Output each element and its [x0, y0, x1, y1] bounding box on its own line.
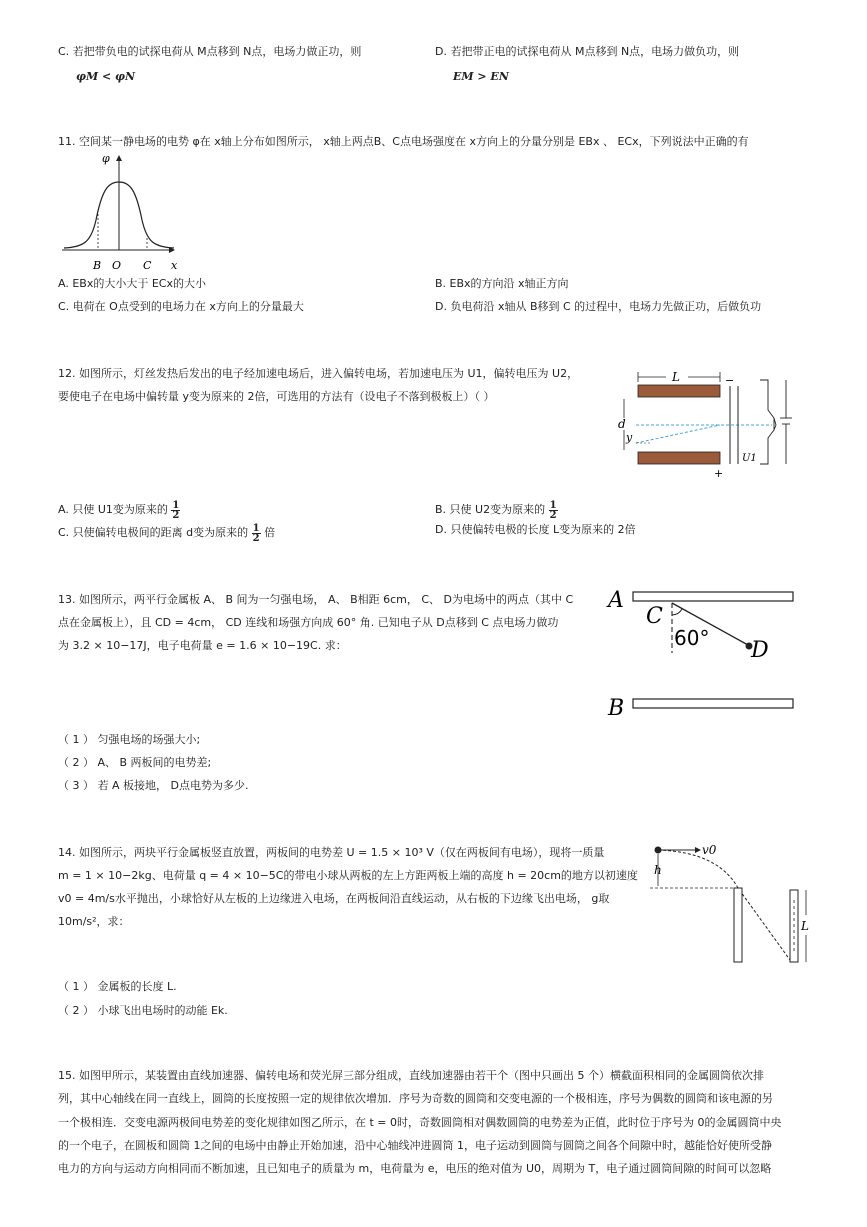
q11-c-label: C: [143, 259, 152, 272]
q14-stem-line3: v0 = 4m/s水平抛出，小球恰好从左板的上边缘进入电场，在两板间沿直线运动，从右板的下边缘飞出电场， g取: [58, 892, 610, 905]
q13-a-label: A: [608, 588, 624, 613]
q15-stem-line2: 列，其中心轴线在同一直线上，圆筒的长度按照一定的规律依次增加．序号为奇数的圆筒和交变电源的一个极相连，序号为偶数的圆筒和该电源的另: [58, 1092, 773, 1105]
q12-option-c-fraction: $\frac{1}{2}$: [252, 522, 260, 544]
q11-b-label: B: [93, 259, 102, 272]
q12-u1-label: U1: [742, 453, 757, 464]
q12-option-a-fraction: $\frac{1}{2}$: [172, 499, 180, 521]
q12-option-c-suffix: 倍: [264, 526, 276, 539]
q14-stem-line2: m = 1 × 10−2kg、电荷量 q = 4 × 10−5C的带电小球从两板的左上方距两板上端的高度 h = 20cm的地方以初速度: [58, 869, 638, 882]
q12-option-b-text: B. 只使 U2变为原来的: [435, 503, 546, 516]
q14-left-plate: [734, 888, 742, 962]
q13-sub2: （ 2 ） A、 B 两板间的电势差;: [58, 756, 212, 769]
q12-option-b: [435, 497, 558, 523]
q13-plate-b: [633, 699, 793, 708]
q12-deflection-diagram: [610, 368, 800, 480]
q12-option-a-text: A. 只使 U1变为原来的: [58, 503, 168, 516]
q12-plus-sign: +: [714, 467, 724, 480]
q13-angle-label: 60°: [674, 626, 710, 650]
q13-c-label: C: [646, 604, 663, 629]
q12-stem-line1: 12. 如图所示，灯丝发热后发出的电子经加速电场后，进入偏转电场，若加速电压为 U1，偏转电压为 U2，: [58, 367, 579, 380]
q12-option-b-fraction: $\frac{1}{2}$: [549, 499, 557, 521]
q12-y-label: y: [626, 431, 633, 444]
q11-phi-label: φ: [102, 152, 110, 165]
q11-potential-graph: [58, 150, 188, 275]
q13-b-label: B: [608, 696, 625, 721]
q10-option-c-line2: φM < φN: [76, 70, 136, 83]
q12-filament: [760, 380, 774, 464]
q12-l-label: L: [672, 370, 680, 384]
q10-option-c-line1: C. 若把带负电的试探电荷从 M点移到 N点，电场力做正功，则: [58, 45, 362, 58]
q11-option-c: C. 电荷在 O点受到的电场力在 x方向上的分量最大: [58, 300, 304, 313]
q10-option-d-line2: EM > EN: [453, 70, 509, 83]
q11-stem: 11. 空间某一静电场的电势 φ在 x轴上分布如图所示， x轴上两点B、C点电场强度在 x方向上的分量分别是 EBx 、 ECx，下列说法中正确的有: [58, 135, 749, 148]
q11-option-b: B. EBx的方向沿 x轴正方向: [435, 277, 569, 290]
q13-sub1: （ 1 ） 匀强电场的场强大小;: [58, 733, 201, 746]
q11-option-d: D. 负电荷沿 x轴从 B移到 C 的过程中，电场力先做正功，后做负功: [435, 300, 762, 313]
q14-h-label: h: [654, 863, 662, 877]
q11-x-label: x: [171, 259, 178, 272]
q13-d-label: D: [751, 638, 769, 663]
q11-option-a: A. EBx的大小大于 ECx的大小: [58, 277, 206, 290]
q12-beam-deflected: [636, 425, 720, 443]
q15-stem-line4: 的一个电子，在圆板和圆筒 1之间的电场中由静止开始加速，沿中心轴线冲进圆筒 1，电子运动到圆筒与圆筒之间各个间隙中时，越能恰好使所受静: [58, 1139, 772, 1152]
q14-stem-line4: 10m/s²，求：: [58, 915, 130, 928]
q13-sub3: （ 3 ） 若 A 板接地， D点电势为多少.: [58, 779, 249, 792]
q15-stem-line5: 电力的方向与运动方向相同而不断加速，且已知电子的质量为 m，电荷量为 e，电压的绝对值为 U0，周期为 T，电子通过圆筒间隙的时间可以忽略: [58, 1162, 772, 1175]
q14-sub1: （ 1 ） 金属板的长度 L.: [58, 980, 177, 993]
q12-option-d: D. 只使偏转电极的长度 L变为原来的 2倍: [435, 523, 636, 536]
q15-stem-line3: 一个极相连．交变电源两极间电势差的变化规律如图乙所示，在 t = 0时，奇数圆筒相对偶数圆筒的电势差为正值，此时位于序号为 0的金属圆筒中央: [58, 1116, 782, 1129]
q14-trajectory: [658, 850, 790, 960]
q12-upper-plate: [638, 385, 720, 397]
q11-o-label: O: [112, 259, 122, 272]
q13-plate-a: [633, 592, 793, 601]
q14-sub2: （ 2 ） 小球飞出电场时的动能 Ek.: [58, 1004, 228, 1017]
q12-d-label: d: [618, 417, 626, 431]
q13-stem-line1: 13. 如图所示，两平行金属板 A、 B 间为一匀强电场， A、 B相距 6cm， C、 D为电场中的两点（其中 C: [58, 593, 574, 606]
q12-option-c: [58, 520, 275, 546]
q13-plates-diagram: [608, 585, 798, 720]
q13-stem-line2: 点在金属板上），且 CD = 4cm， CD 连线和场强方向成 60° 角. 已知电子从 D点移到 C 点电场力做功: [58, 616, 559, 629]
q14-v0-label: v0: [702, 843, 717, 857]
q12-stem-line2: 要使电子在电场中偏转量 y变为原来的 2倍，可选用的方法有（设电子不落到极板上）（ ）: [58, 390, 495, 403]
q14-projectile-diagram: [648, 840, 818, 970]
q14-l-label: L: [801, 919, 809, 933]
q12-option-c-text: C. 只使偏转电极间的距离 d变为原来的: [58, 526, 249, 539]
q15-stem-line1: 15. 如图甲所示，某装置由直线加速器、偏转电场和荧光屏三部分组成，直线加速器由若干个（图中只画出 5 个）横截面积相同的金属圆筒依次排: [58, 1069, 764, 1082]
q12-minus-sign: −: [725, 374, 735, 387]
q12-lower-plate: [638, 452, 720, 464]
q10-option-d-line1: D. 若把带正电的试探电荷从 M点移到 N点，电场力做负功，则: [435, 45, 740, 58]
q13-stem-line3: 为 3.2 × 10−17J，电子电荷量 e = 1.6 × 10−19C. 求：: [58, 639, 347, 652]
q14-stem-line1: 14. 如图所示，两块平行金属板竖直放置，两板间的电势差 U = 1.5 × 10³ V（仅在两板间有电场），现将一质量: [58, 846, 605, 859]
